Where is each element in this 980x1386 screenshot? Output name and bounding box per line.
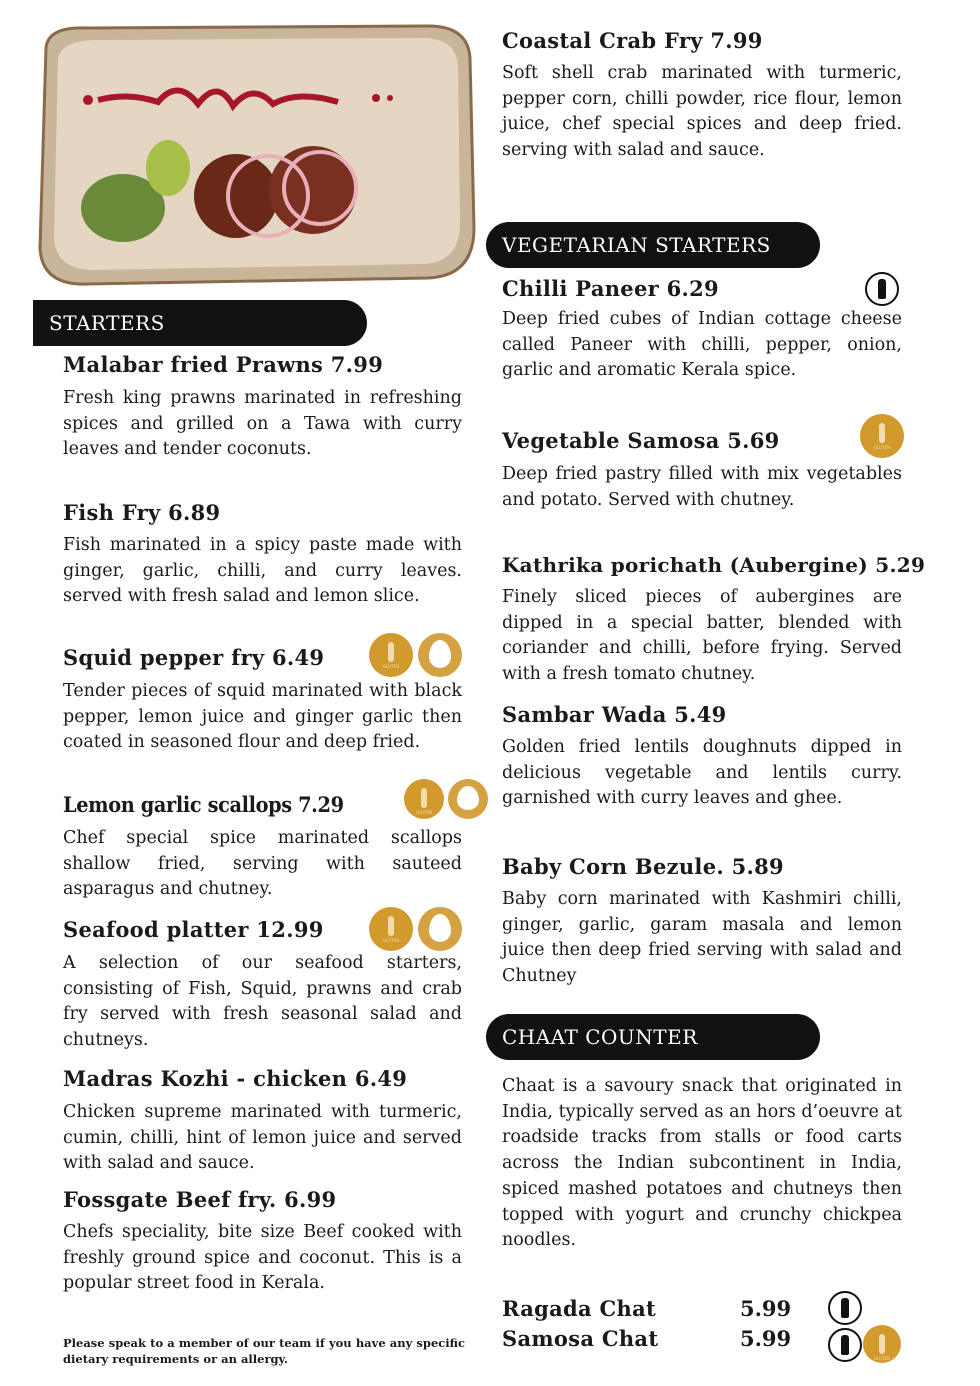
item-description: Fish marinated in a spicy paste made with ginger, garlic, chilli, and curry leaves. served with fresh salad and lemon slice. — [63, 535, 462, 607]
item-description: Tender pieces of squid marinated with black pepper, lemon juice and ginger garlic then coated in seasoned flour and deep fried. — [63, 681, 462, 753]
item-title: Fish Fry 6.89 — [63, 500, 221, 525]
item-title: Sambar Wada 5.49 — [502, 702, 727, 727]
allergy-notice: Please speak to a member of our team if you have any specific dietary requirements or an allergy. — [63, 1336, 465, 1366]
milk-icon — [865, 272, 899, 306]
item-title: Chilli Paneer 6.29 — [502, 276, 719, 301]
milk-icon — [828, 1291, 862, 1325]
item-title: Seafood platter 12.99 — [63, 917, 324, 942]
item-title: Fossgate Beef fry. 6.99 — [63, 1187, 337, 1212]
item-title: Kathrika porichath (Aubergine) 5.29 — [502, 553, 926, 577]
item-description: Deep fried pastry filled with mix vegetables and potato. Served with chutney. — [502, 464, 902, 510]
item-title: Baby Corn Bezule. 5.89 — [502, 854, 784, 879]
food-photo — [28, 18, 478, 294]
item-description: Chefs speciality, bite size Beef cooked with freshly ground spice and coconut. This is a popular street food in Kerala. — [63, 1222, 462, 1294]
item-description: Golden fried lentils doughnuts dipped in delicious vegetable and lentils curry. garnished with curry leaves and ghee. — [502, 737, 902, 809]
section-header-chaat-counter: CHAAT COUNTER — [486, 1014, 820, 1060]
item-description: Chef special spice marinated scallops shallow fried, serving with sauteed asparagus and chutney. — [63, 828, 462, 900]
item-title: Coastal Crab Fry 7.99 — [502, 28, 763, 53]
item-description: Soft shell crab marinated with turmeric, pepper corn, chilli powder, rice flour, lemon juice, chef special spices and deep fried. serving with salad and sauce. — [502, 63, 902, 161]
item-description: Finely sliced pieces of aubergines are dipped in a special batter, blended with coriander and chilli, before frying. Served with a fresh tomato chutney. — [502, 587, 902, 685]
item-title: Lemon garlic scallops 7.29 — [63, 792, 344, 817]
item-title: Madras Kozhi - chicken 6.49 — [63, 1066, 408, 1091]
chaat-item-name: Ragada Chat — [502, 1296, 657, 1321]
gluten-icon — [369, 907, 413, 951]
egg-icon — [418, 907, 462, 951]
gluten-icon — [863, 1325, 901, 1363]
gluten-icon — [860, 414, 904, 458]
chaat-item-name: Samosa Chat — [502, 1326, 659, 1351]
item-title: Squid pepper fry 6.49 — [63, 645, 325, 670]
gluten-icon — [404, 779, 444, 819]
gluten-icon — [369, 633, 413, 677]
section-header-vegetarian-starters: VEGETARIAN STARTERS — [486, 222, 820, 268]
item-description: Fresh king prawns marinated in refreshing spices and grilled on a Tawa with curry leaves and tender coconuts. — [63, 388, 462, 460]
item-description: A selection of our seafood starters, consisting of Fish, Squid, prawns and crab fry served with fresh seasonal salad and chutneys. — [63, 953, 462, 1051]
item-description: Deep fried cubes of Indian cottage cheese called Paneer with chilli, pepper, onion, garlic and aromatic Kerala spice. — [502, 309, 902, 381]
item-title: Vegetable Samosa 5.69 — [502, 428, 780, 453]
egg-icon — [418, 633, 462, 677]
item-description: Baby corn marinated with Kashmiri chilli, ginger, garlic, garam masala and lemon juice then deep fried serving with salad and Chutney — [502, 889, 902, 987]
chaat-description: Chaat is a savoury snack that originated in India, typically served as an hors d’oeuvre at roadside tracks from stalls or food carts across the Indian subcontinent in India, spiced mashed potatoes and chutneys then topped with yogurt and crunchy chickpea noodles. — [502, 1076, 902, 1251]
item-title: Malabar fried Prawns 7.99 — [63, 352, 384, 377]
section-header-starters: STARTERS — [33, 300, 367, 346]
milk-icon — [828, 1328, 862, 1362]
egg-icon — [448, 779, 488, 819]
chaat-item-price: 5.99 — [740, 1296, 792, 1321]
chaat-item-price: 5.99 — [740, 1326, 792, 1351]
item-description: Chicken supreme marinated with turmeric, cumin, chilli, hint of lemon juice and served with salad and sauce. — [63, 1102, 462, 1174]
